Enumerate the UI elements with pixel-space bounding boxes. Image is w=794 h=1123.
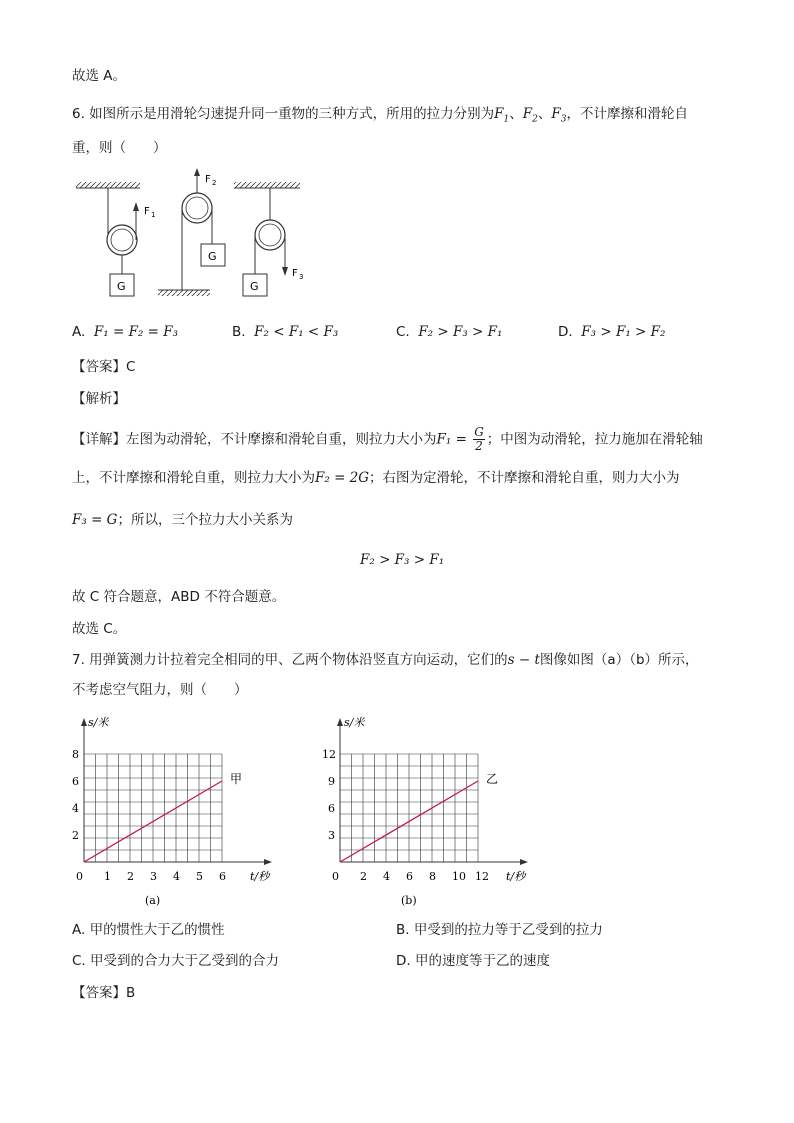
y-axis-arrow-icon xyxy=(81,718,87,726)
x-tick-label: 3 xyxy=(150,870,157,883)
q5-conclusion: 故选 A。 xyxy=(72,68,127,84)
x-axis-label: t/秒 xyxy=(506,870,526,883)
pulley-middle xyxy=(158,168,225,296)
pulley-figure xyxy=(70,168,310,302)
x-axis-label: t/秒 xyxy=(250,870,270,883)
x-tick-label: 8 xyxy=(429,870,436,883)
y-tick-label: 6 xyxy=(72,775,79,788)
x-tick-label: 4 xyxy=(383,870,390,883)
x-tick-label: 10 xyxy=(452,870,466,883)
g-box-middle: G xyxy=(208,250,217,263)
x-tick-label: 6 xyxy=(219,870,226,883)
g-box-right: G xyxy=(250,280,259,293)
q6-sep2: 、 xyxy=(537,106,552,122)
q6-stem-line1 xyxy=(72,104,688,130)
q6-sep1: 、 xyxy=(509,106,523,122)
f1-arrow-icon xyxy=(133,202,139,211)
series-label: 乙 xyxy=(486,772,499,786)
q7-option-b[interactable]: B. 甲受到的拉力等于乙受到的拉力 xyxy=(396,922,603,938)
q7-option-d[interactable]: D. 甲的速度等于乙的速度 xyxy=(396,953,550,969)
y-tick-label: 6 xyxy=(328,802,335,815)
y-axis-label: s/米 xyxy=(344,716,365,729)
y-axis-label: s/米 xyxy=(88,716,109,729)
pulley-left xyxy=(76,182,155,296)
q6-stem-a: 6. 如图所示是用滑轮匀速提升同一重物的三种方式，所用的拉力分别为 xyxy=(72,106,495,122)
x-tick-label: 0 xyxy=(332,870,339,883)
g-box-left: G xyxy=(117,280,126,293)
q7-option-a[interactable]: A. 甲的惯性大于乙的惯性 xyxy=(72,922,225,938)
x-tick-label: 4 xyxy=(173,870,180,883)
q6-final: 故选 C。 xyxy=(72,621,127,637)
fraction-g-over-2: $\frac{G}{2}$ xyxy=(474,425,484,453)
q7-answer: 【答案】B xyxy=(72,985,136,1001)
x-tick-label: 0 xyxy=(76,870,83,883)
f1-label: F xyxy=(144,206,150,217)
f2-sub: 2 xyxy=(212,179,217,187)
q6-detail-line3: F₃ = G；所以，三个拉力大小关系为 xyxy=(72,512,293,528)
chart-a xyxy=(60,712,290,908)
pulley-right xyxy=(234,182,303,296)
q6-analysis-label: 【解析】 xyxy=(72,391,126,407)
q6-conclusion: 故 C 符合题意，ABD 不符合题意。 xyxy=(72,589,286,605)
y-axis-arrow-icon xyxy=(337,718,343,726)
chart-caption: (a) xyxy=(145,894,161,907)
q6-option-a[interactable]: A. F₁ = F₂ = F₃ xyxy=(72,324,179,340)
x-tick-label: 12 xyxy=(475,870,489,883)
chart-caption: (b) xyxy=(401,894,417,907)
q6-stem-line2: 重，则（ ） xyxy=(72,140,167,156)
q6-option-d[interactable]: D. F₃ > F₁ > F₂ xyxy=(558,324,666,340)
x-tick-label: 2 xyxy=(127,870,134,883)
f3-label: F xyxy=(292,268,298,279)
y-tick-label: 3 xyxy=(328,829,335,842)
q6-detail-line1: 【详解】左图为动滑轮，不计摩擦和滑轮自重，则拉力大小为F₁ = $\frac{G}{2}$ ；中图为动滑轮，拉力施加在滑轮轴 xyxy=(72,425,703,453)
f3-sub: 3 xyxy=(299,273,304,281)
q6-option-b[interactable]: B. F₂ < F₁ < F₃ xyxy=(232,324,339,340)
x-axis-arrow-icon xyxy=(520,859,528,865)
q6-relation-equation: F₂ > F₃ > F₁ xyxy=(360,552,445,568)
y-tick-label: 2 xyxy=(72,829,79,842)
q7-stem-line2: 不考虑空气阻力，则（ ） xyxy=(72,682,248,698)
q6-f1-symbol: $F_1$ xyxy=(494,106,510,125)
q6-f2-symbol: $F_2$ xyxy=(522,106,538,125)
series-label: 甲 xyxy=(230,772,243,786)
q6-stem-b: ，不计摩擦和滑轮自 xyxy=(566,106,688,122)
f2-arrow-icon xyxy=(194,168,200,176)
y-tick-label: 12 xyxy=(322,748,336,761)
f1-sub: 1 xyxy=(151,211,156,219)
y-tick-label: 4 xyxy=(72,802,79,815)
x-tick-label: 2 xyxy=(360,870,367,883)
x-axis-arrow-icon xyxy=(264,859,272,865)
q6-f3-symbol: $F_3$ xyxy=(551,106,567,125)
x-tick-label: 6 xyxy=(406,870,413,883)
q7-option-c[interactable]: C. 甲受到的合力大于乙受到的合力 xyxy=(72,953,280,969)
f3-arrow-icon xyxy=(282,267,288,276)
q6-option-c[interactable]: C. F₂ > F₃ > F₁ xyxy=(396,324,503,340)
q6-answer: 【答案】C xyxy=(72,359,136,375)
x-tick-label: 5 xyxy=(196,870,203,883)
q6-detail-line2: 上，不计摩擦和滑轮自重，则拉力大小为F₂ = 2G；右图为定滑轮，不计摩擦和滑轮自重，则力大小为 xyxy=(72,470,680,486)
y-tick-label: 8 xyxy=(72,748,79,761)
y-tick-label: 9 xyxy=(328,775,335,788)
q7-stem-line1: 7. 用弹簧测力计拉着完全相同的甲、乙两个物体沿竖直方向运动，它们的s − t图像如图（a）（b）所示， xyxy=(72,652,699,668)
chart-b xyxy=(316,712,546,908)
x-tick-label: 1 xyxy=(104,870,111,883)
f2-label: F xyxy=(205,174,211,185)
